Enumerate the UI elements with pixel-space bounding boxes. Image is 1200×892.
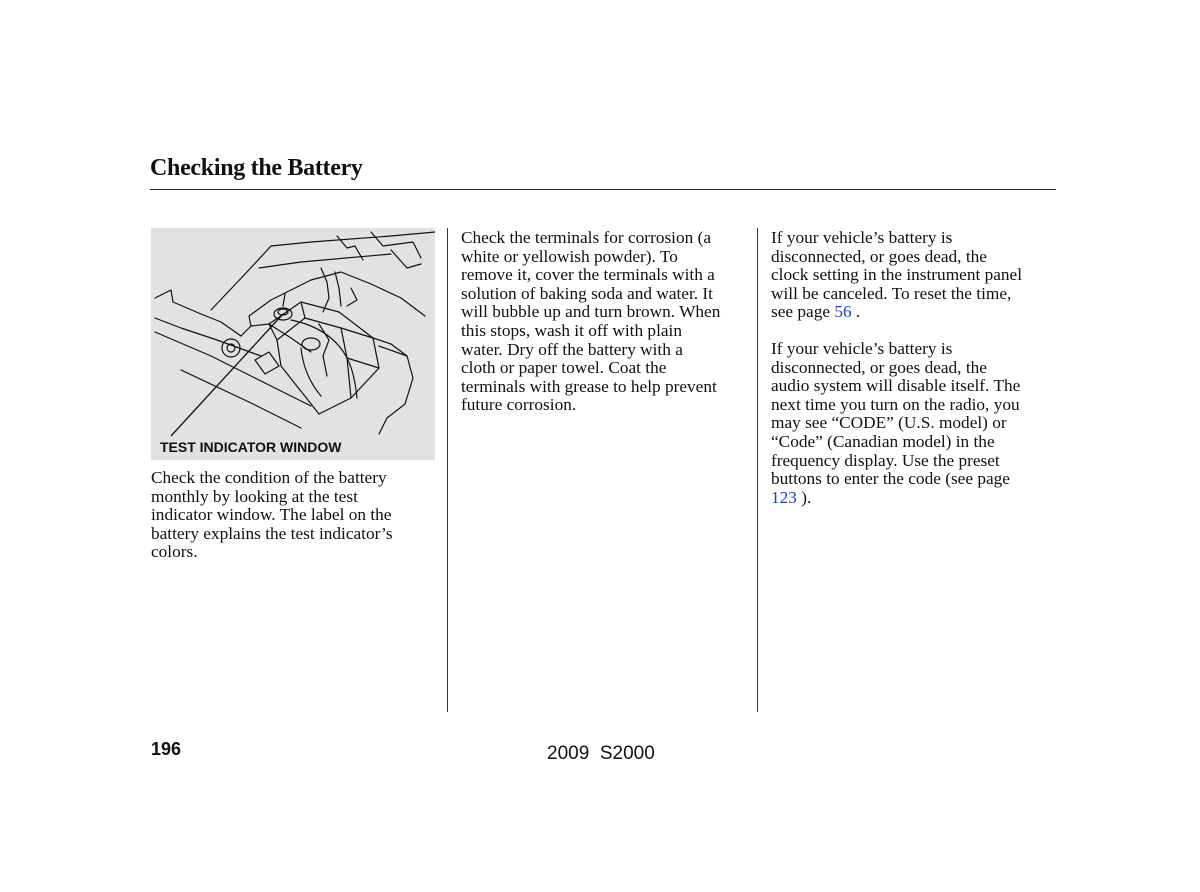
clock-reset-text: If your vehicle’s battery is disconnected, or goes dead, the clock setting in the instrument panel will be canceled. To reset the time, see page: [771, 228, 1023, 322]
column-divider-1: [447, 228, 448, 712]
title-rule: [150, 189, 1056, 190]
page-link-56[interactable]: 56: [834, 302, 852, 322]
clock-reset-paragraph: [771, 229, 1061, 322]
column-divider-2: [757, 228, 758, 712]
battery-condition-paragraph: Check the condition of the battery monthly by looking at the test indicator window. The label on the battery explains the test indicator’s colors.: [151, 468, 393, 562]
footer-model: 2009 S2000: [547, 743, 655, 764]
clock-reset-text-end: .: [851, 302, 861, 322]
audio-code-text-end: ).: [796, 487, 812, 507]
page-link-123[interactable]: 123: [771, 487, 797, 507]
battery-engine-bay-drawing: [151, 228, 435, 460]
figure-caption: TEST INDICATOR WINDOW: [160, 439, 342, 455]
audio-code-paragraph: [771, 340, 1061, 507]
page-number: 196: [151, 739, 182, 759]
battery-figure: [151, 228, 435, 460]
terminal-corrosion-paragraph: Check the terminals for corrosion (a white or yellowish powder). To remove it, cover the terminals with a solution of baking soda and water. It will bubble up and turn brown. When this stops, wash it off with plain water. Dry off the battery with a cloth or paper towel. Coat the terminals with grease to help prevent future corrosion.: [461, 228, 721, 415]
page-title: Checking the Battery: [150, 155, 363, 181]
audio-code-text: If your vehicle’s battery is disconnected, or goes dead, the audio system will disable itself. The next time you turn on the radio, you may see “CODE” (U.S. model) or “Code” (Canadian model) in the frequency display. Use the preset buttons to enter the code (see page: [771, 339, 1021, 489]
